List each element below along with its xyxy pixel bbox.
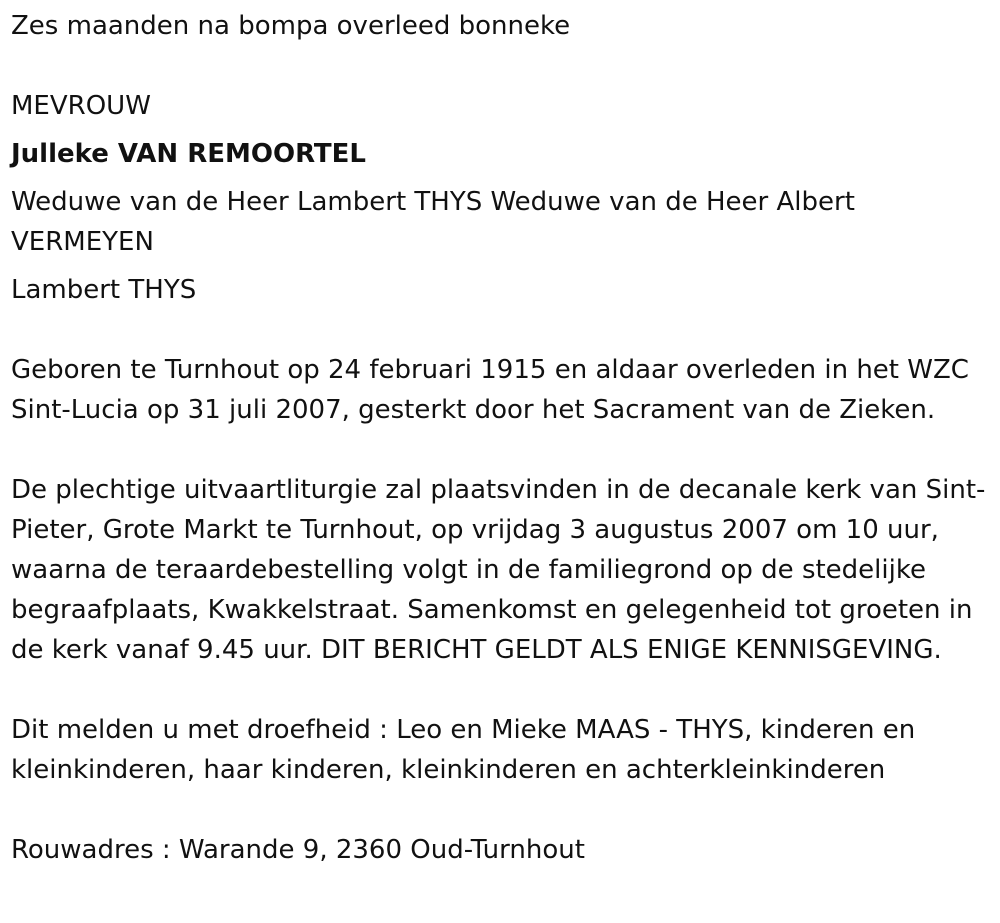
spacer	[11, 126, 991, 134]
mourning-address: Rouwadres : Warande 9, 2360 Oud-Turnhout	[11, 835, 585, 865]
spacer	[11, 670, 991, 710]
announcement-paragraph: Dit melden u met droefheid : Leo en Mieke MAAS - THYS, kinderen en kleinkinderen, haar kinderen, kleinkinderen en achterkleinkinderen	[11, 715, 916, 785]
intro-text: Zes maanden na bompa overleed bonneke	[11, 11, 571, 41]
spacer	[11, 174, 991, 182]
husband-name: Lambert THYS	[11, 275, 197, 305]
birth-death-paragraph: Geboren te Turnhout op 24 februari 1915 en aldaar overleden in het WZC Sint-Lucia op 31 juli 2007, gesterkt door het Sacrament van de Zieken.	[11, 355, 969, 425]
honorific-title: MEVROUW	[11, 91, 151, 121]
funeral-paragraph: De plechtige uitvaartliturgie zal plaatsvinden in de decanale kerk van Sint-Pieter, Grote Markt te Turnhout, op vrijdag 3 augustus 2007 om 10 uur, waarna de teraardebestelling volgt in de familiegrond op de stedelijke begraafplaats, Kwakkelstraat. Samenkomst en gelegenheid tot groeten in de kerk vanaf 9.45 uur. DIT BERICHT GELDT ALS ENIGE KENNISGEVING.	[11, 475, 986, 665]
spacer	[11, 430, 991, 470]
deceased-name: Julleke VAN REMOORTEL	[11, 139, 366, 169]
spacer	[11, 46, 991, 86]
spacer	[11, 790, 991, 830]
spacer	[11, 262, 991, 270]
widow-line: Weduwe van de Heer Lambert THYS Weduwe van de Heer Albert VERMEYEN	[11, 187, 855, 257]
spacer	[11, 310, 991, 350]
obituary-document	[11, 6, 991, 870]
